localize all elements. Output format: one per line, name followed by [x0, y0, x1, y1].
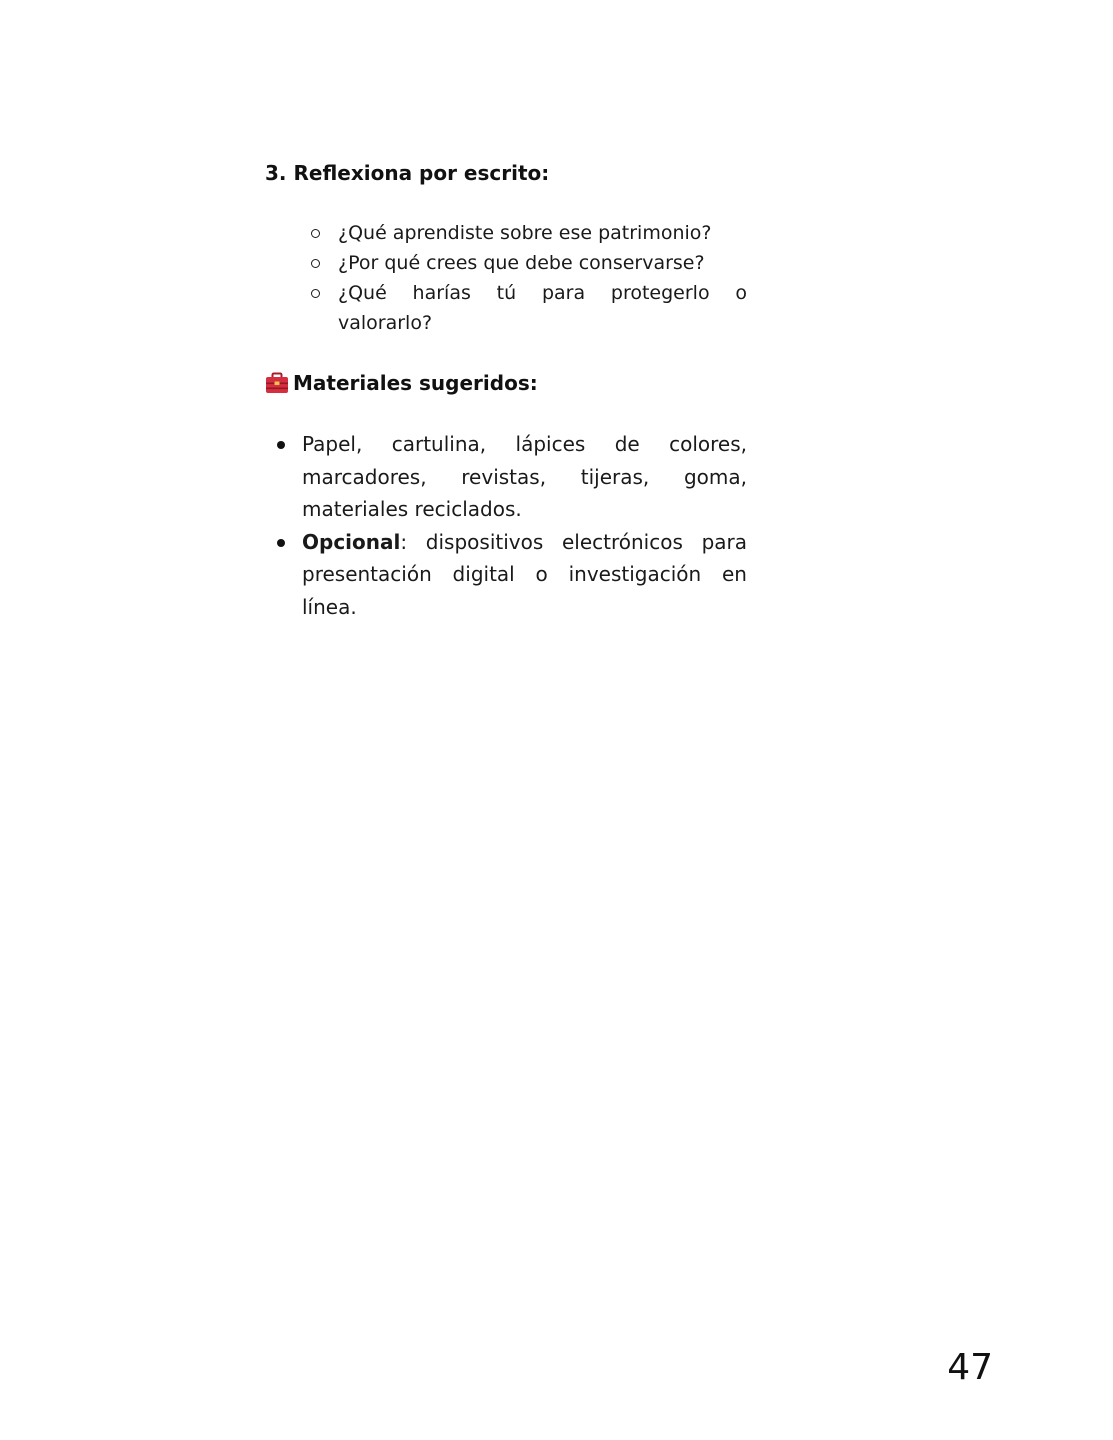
hollow-bullet-icon: [311, 289, 320, 298]
page-content: [265, 158, 747, 623]
materials-title: Materiales sugeridos:: [293, 371, 538, 395]
material-text: Papel, cartulina, lápices de colores, marcadores, revistas, tijeras, goma, materiales reciclados.: [302, 432, 747, 521]
section-heading-reflexiona: 3. Reflexiona por escrito:: [265, 161, 550, 185]
question-text: ¿Qué aprendiste sobre ese patrimonio?: [338, 222, 712, 244]
page-number: 47: [947, 1347, 993, 1388]
material-bold-label: Opcional: [302, 529, 401, 554]
toolbox-icon: [265, 371, 289, 395]
section-heading-materiales: [265, 368, 747, 398]
materials-list: [265, 428, 747, 623]
reflection-questions-list: [265, 218, 747, 338]
list-item: [275, 428, 747, 526]
list-item: [311, 278, 747, 338]
bullet-icon: [277, 441, 285, 449]
material-text: : dispositivos electrónicos para presentación digital o investigación en línea.: [302, 529, 747, 619]
hollow-bullet-icon: [311, 259, 320, 268]
bullet-icon: [277, 539, 285, 547]
question-text: ¿Por qué crees que debe conservarse?: [338, 252, 705, 274]
list-item: [311, 248, 747, 278]
list-item: [311, 218, 747, 248]
question-text: ¿Qué harías tú para protegerlo o valorarlo?: [338, 282, 747, 334]
hollow-bullet-icon: [311, 229, 320, 238]
list-item: [275, 526, 747, 624]
